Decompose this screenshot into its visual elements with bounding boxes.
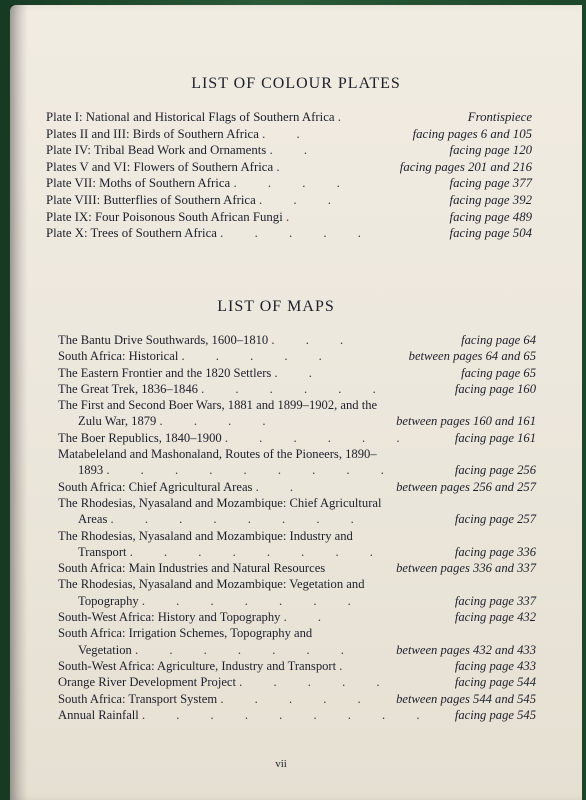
plate-entry-page-ref: facing pages 201 and 216 — [399, 159, 532, 174]
map-entry-title: Areas — [78, 512, 108, 527]
map-entry — [58, 430, 536, 446]
map-entry-leader-dots: . — [339, 658, 357, 673]
map-entry-leader-dots: . . . . . . — [201, 381, 390, 396]
map-entry-page-ref: facing page 160 — [454, 381, 536, 396]
map-entry-title: The First and Second Boer Wars, 1881 and 1899–1902, and the — [58, 398, 378, 413]
map-entry — [58, 495, 536, 511]
map-entry — [58, 397, 536, 413]
map-entry-title: South Africa: Main Industries and Natural Resources — [58, 561, 326, 576]
map-entry-title: South Africa: Historical — [58, 349, 179, 364]
plate-entry-title: Plate IX: Four Poisonous South African Fungi — [46, 209, 283, 224]
map-entry — [58, 642, 536, 658]
map-entry — [58, 707, 536, 723]
map-entry-page-ref: facing page 336 — [454, 544, 536, 559]
map-entry-title: Vegetation — [78, 642, 132, 657]
plate-entry-leader-dots: . . . — [259, 192, 345, 207]
map-entry-page-ref: facing page 64 — [461, 333, 536, 347]
plate-entry-title: Plates V and VI: Flowers of Southern Africa — [46, 159, 274, 174]
plate-entry-page-ref: facing page 392 — [449, 192, 532, 207]
plate-entry — [46, 225, 532, 242]
map-entry — [58, 625, 536, 641]
map-entry-page-ref: facing page 433 — [454, 658, 536, 673]
map-entry — [58, 576, 536, 592]
plate-entry-leader-dots: . — [276, 159, 294, 174]
map-entry-title: The Rhodesias, Nyasaland and Mozambique: Chief Agricultural — [58, 495, 382, 510]
map-entry — [58, 544, 536, 560]
map-entry-leader-dots: . . . . . — [220, 691, 375, 706]
plate-entry-title: Plate I: National and Historical Flags of Southern Africa — [46, 110, 335, 124]
map-entry-title: Transport — [78, 544, 127, 559]
plate-entry-title: Plate X: Trees of Southern Africa — [46, 226, 217, 241]
plate-entry-leader-dots: . . . . — [233, 176, 354, 191]
map-entry-title: South Africa: Irrigation Schemes, Topography and — [58, 626, 313, 641]
map-entry-title: South-West Africa: History and Topography — [58, 610, 281, 625]
map-entry — [58, 658, 536, 674]
map-entry-page-ref: between pages 432 and 433 — [396, 642, 536, 657]
map-entry-title: The Bantu Drive Southwards, 1600–1810 — [58, 333, 269, 347]
maps-list — [58, 332, 536, 723]
plate-entry-title: Plate VII: Moths of Southern Africa — [46, 176, 231, 191]
map-entry-title: Orange River Development Project — [58, 675, 237, 690]
map-entry-page-ref: between pages 64 and 65 — [408, 349, 536, 364]
plate-entry-leader-dots: . — [337, 110, 355, 124]
map-entry — [58, 332, 536, 348]
map-entry — [58, 674, 536, 690]
map-entry-page-ref: facing page 544 — [454, 675, 536, 690]
map-entry — [58, 446, 536, 462]
map-entry — [58, 348, 536, 364]
map-entry — [58, 511, 536, 527]
map-entry-leader-dots: . . — [255, 479, 308, 494]
colour-plates-heading: LIST OF COLOUR PLATES — [191, 75, 401, 92]
plate-entry — [46, 192, 532, 209]
plate-entry-title: Plate VIII: Butterflies of Southern Africa — [46, 192, 256, 207]
plate-entry-leader-dots: . . . . . — [220, 226, 375, 241]
map-entry — [58, 609, 536, 625]
map-entry-title: Topography — [78, 593, 139, 608]
map-entry-page-ref: facing page 432 — [454, 610, 536, 625]
plate-entry-page-ref: facing pages 6 and 105 — [412, 126, 532, 141]
map-entry-page-ref: between pages 336 and 337 — [396, 561, 536, 576]
map-entry-leader-dots: . . . . . . — [224, 430, 414, 445]
map-entry-page-ref: facing page 545 — [454, 707, 536, 722]
map-entry — [58, 365, 536, 381]
map-entry-title: 1893 — [78, 463, 104, 478]
map-entry-leader-dots: . . . — [271, 333, 358, 347]
map-entry-title: South Africa: Transport System — [58, 691, 218, 706]
map-entry-leader-dots: . . . . . . . . — [110, 512, 368, 527]
map-entry-leader-dots: . . . . . . . . — [129, 544, 387, 559]
plate-entry — [46, 175, 532, 192]
map-entry-leader-dots: . . . . — [159, 414, 280, 429]
map-entry-title: The Rhodesias, Nyasaland and Mozambique: Vegetation and — [58, 577, 365, 592]
map-entry — [58, 479, 536, 495]
plate-entry — [46, 142, 532, 159]
map-entry-leader-dots: . . — [283, 610, 336, 625]
map-entry-page-ref: between pages 544 and 545 — [396, 691, 536, 706]
page-gutter-shadow — [10, 5, 28, 800]
map-entry — [58, 593, 536, 609]
map-entry-title: Zulu War, 1879 — [78, 414, 157, 429]
map-entry-title: The Great Trek, 1836–1846 — [58, 381, 198, 396]
page-number: vii — [275, 758, 287, 770]
plate-entry — [46, 209, 532, 226]
maps-heading: LIST OF MAPS — [217, 298, 335, 315]
plate-entry-leader-dots: . . — [269, 143, 322, 158]
map-entry-page-ref: facing page 257 — [454, 512, 536, 527]
map-entry-page-ref: facing page 161 — [454, 430, 536, 445]
map-entry — [58, 691, 536, 707]
colour-plates-list — [46, 109, 532, 242]
map-entry-page-ref: facing page 337 — [454, 593, 536, 608]
map-entry-leader-dots: . . . . . — [239, 675, 394, 690]
map-entry-page-ref: facing page 256 — [454, 463, 536, 478]
plate-entry-title: Plates II and III: Birds of Southern Africa — [46, 126, 259, 141]
plate-entry-title: Plate IV: Tribal Bead Work and Ornaments — [46, 143, 267, 158]
plate-entry-leader-dots: . . — [262, 126, 314, 141]
plate-entry-page-ref: facing page 504 — [449, 226, 532, 241]
map-entry-page-ref: between pages 160 and 161 — [396, 414, 536, 429]
map-entry-leader-dots: . . . . . — [181, 349, 336, 364]
map-entry-page-ref: between pages 256 and 257 — [396, 479, 536, 494]
map-entry-title: The Eastern Frontier and the 1820 Settlers — [58, 365, 272, 380]
book-page — [10, 5, 582, 800]
map-entry — [58, 560, 536, 576]
plate-entry-leader-dots: . — [285, 209, 304, 224]
map-entry-leader-dots: . . . . . . . . . — [106, 463, 398, 478]
map-entry — [58, 528, 536, 544]
map-entry — [58, 462, 536, 478]
map-entry-leader-dots: . . — [274, 365, 326, 380]
plate-entry-page-ref: Frontispiece — [467, 110, 532, 124]
plate-entry-page-ref: facing page 489 — [449, 209, 532, 224]
map-entry-title: The Rhodesias, Nyasaland and Mozambique: Industry and — [58, 528, 353, 543]
map-entry-leader-dots: . . . . . . . — [141, 593, 365, 608]
map-entry — [58, 381, 536, 397]
plate-entry — [46, 126, 532, 143]
map-entry-leader-dots: . . . . . . . . . — [141, 707, 434, 722]
plate-entry-page-ref: facing page 120 — [449, 143, 532, 158]
map-entry-title: Matabeleland and Mashonaland, Routes of the Pioneers, 1890– — [58, 447, 377, 462]
map-entry-leader-dots: . . . . . . . — [135, 642, 358, 657]
map-entry-title: South Africa: Chief Agricultural Areas — [58, 479, 253, 494]
plate-entry — [46, 159, 532, 176]
map-entry-page-ref: facing page 65 — [461, 365, 536, 380]
map-entry-title: South-West Africa: Agriculture, Industry and Transport — [58, 658, 337, 673]
map-entry-title: Annual Rainfall — [58, 707, 139, 722]
map-entry-title: The Boer Republics, 1840–1900 — [58, 430, 222, 445]
plate-entry-page-ref: facing page 377 — [449, 176, 532, 191]
map-entry — [58, 413, 536, 429]
plate-entry — [46, 109, 532, 126]
